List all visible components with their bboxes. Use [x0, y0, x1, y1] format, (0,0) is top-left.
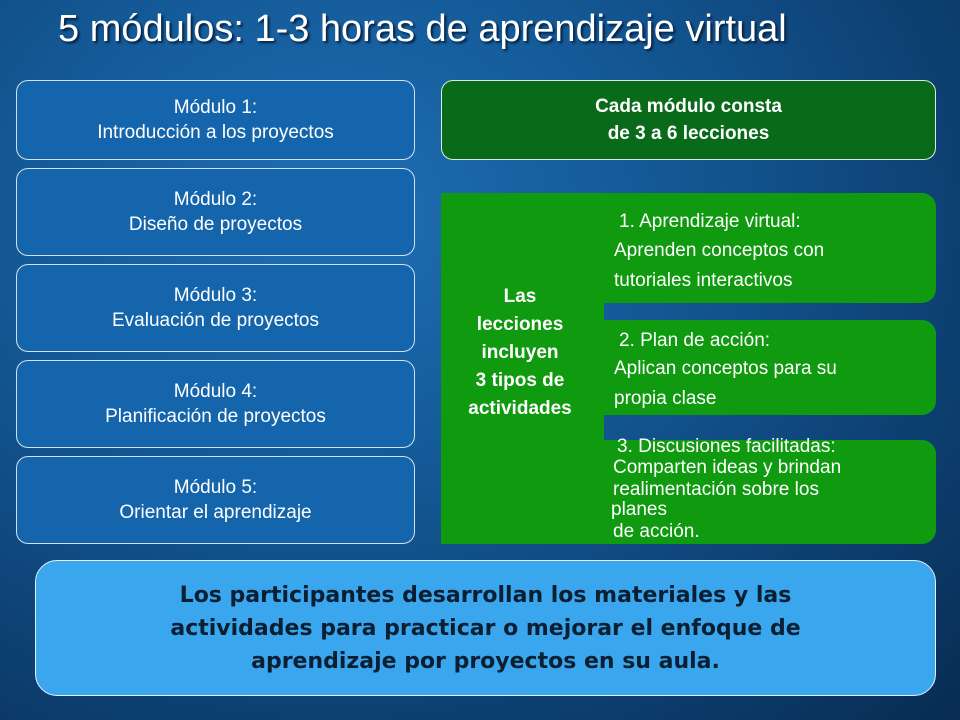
- page-title: 5 módulos: 1-3 horas de aprendizaje virtual: [58, 8, 787, 50]
- activity-label-line: incluyen: [481, 342, 559, 363]
- module-4-box: [16, 360, 415, 448]
- activity-3-line: Comparten ideas y brindan: [613, 457, 842, 478]
- module-1-description: Introducción a los proyectos: [97, 122, 334, 143]
- activity-3-line: planes: [611, 499, 667, 520]
- module-5-box: [16, 456, 415, 544]
- activity-label-line: actividades: [468, 398, 572, 419]
- activity-types-label: [441, 283, 599, 423]
- activity-2-line: Aplican conceptos para su: [614, 358, 837, 379]
- activity-2-title: 2. Plan de acción:: [619, 330, 771, 351]
- activity-3-title: 3. Discusiones facilitadas:: [617, 436, 836, 457]
- summary-line-3: aprendizaje por proyectos en su aula.: [251, 648, 720, 674]
- activity-3-box: [599, 436, 936, 544]
- module-4-name: Módulo 4:: [173, 381, 258, 402]
- activity-label-line: 3 tipos de: [475, 370, 565, 391]
- module-3-box: [16, 264, 415, 352]
- activity-3-line: de acción.: [613, 521, 700, 542]
- lessons-per-module-box: [441, 80, 936, 160]
- activity-2-line: propia clase: [614, 388, 717, 409]
- module-4-description: Planificación de proyectos: [105, 406, 326, 427]
- module-5-description: Orientar el aprendizaje: [119, 502, 312, 523]
- activity-2-box: [599, 320, 936, 415]
- summary-line-2: actividades para practicar o mejorar el enfoque de: [170, 615, 801, 641]
- activity-1-box: [599, 193, 936, 303]
- module-2-name: Módulo 2:: [173, 189, 258, 210]
- lessons-line-1: Cada módulo consta: [595, 96, 782, 117]
- activity-label-line: lecciones: [476, 314, 564, 335]
- activity-3-line: realimentación sobre los: [613, 479, 819, 500]
- activity-1-title: 1. Aprendizaje virtual:: [619, 211, 801, 232]
- module-5-name: Módulo 5:: [173, 477, 258, 498]
- module-1-box: [16, 80, 415, 160]
- summary-line-1: Los participantes desarrollan los materiales y las: [179, 582, 792, 608]
- activity-1-line: tutoriales interactivos: [614, 270, 793, 291]
- activity-1-line: Aprenden conceptos con: [614, 240, 825, 261]
- lessons-line-2: de 3 a 6 lecciones: [607, 123, 770, 144]
- activity-label-line: Las: [503, 286, 537, 307]
- module-3-name: Módulo 3:: [173, 285, 258, 306]
- module-1-name: Módulo 1:: [173, 97, 258, 118]
- participants-summary-box: [35, 560, 936, 696]
- module-3-description: Evaluación de proyectos: [111, 310, 319, 331]
- module-2-description: Diseño de proyectos: [128, 214, 303, 235]
- module-2-box: [16, 168, 415, 256]
